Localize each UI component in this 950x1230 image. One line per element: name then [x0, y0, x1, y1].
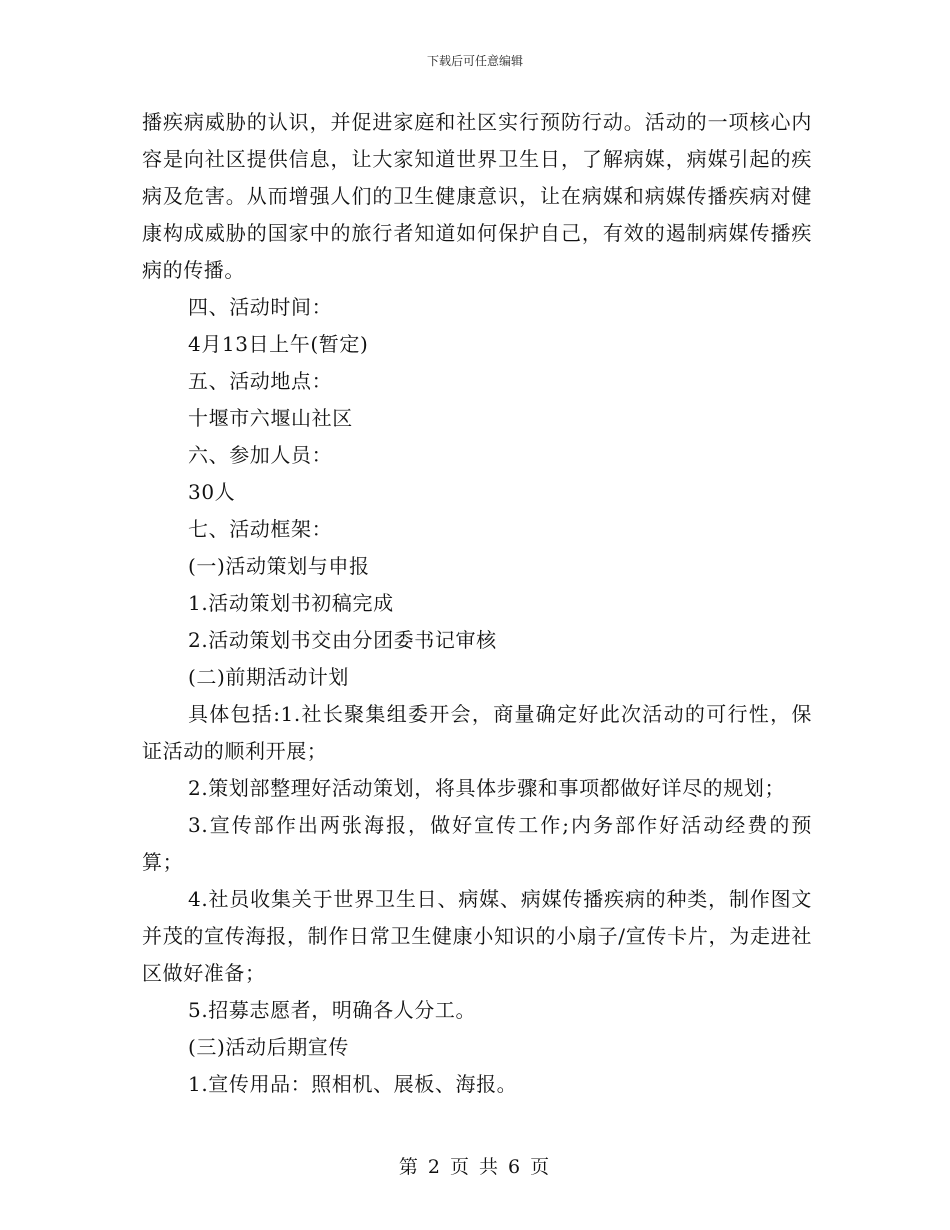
- heading-activity-time: 四、活动时间：: [188, 295, 333, 319]
- document-body: [142, 104, 812, 1103]
- subheading-later-publicity: (三)活动后期宣传: [188, 1035, 350, 1059]
- activity-location-value: 十堰市六堰山社区: [188, 406, 353, 430]
- list-item: 2.活动策划书交由分团委书记审核: [188, 628, 497, 652]
- heading-activity-location: 五、活动地点：: [188, 369, 333, 393]
- activity-time-value: 4月13日上午(暂定): [188, 332, 369, 356]
- heading-activity-framework: 七、活动框架：: [188, 517, 333, 541]
- list-item: 1.宣传用品：照相机、展板、海报。: [188, 1072, 518, 1096]
- list-item: 1.活动策划书初稿完成: [188, 591, 394, 615]
- heading-participants: 六、参加人员：: [188, 443, 333, 467]
- list-item: 具体包括:1.社长聚集组委开会，商量确定好此次活动的可行性，保证活动的顺利开展；: [142, 702, 812, 763]
- page-number: 第 2 页 共 6 页: [398, 1156, 552, 1178]
- list-item: 2.策划部整理好活动策划，将具体步骤和事项都做好详尽的规划；: [188, 776, 786, 800]
- list-item: 4.社员收集关于世界卫生日、病媒、病媒传播疾病的种类，制作图文并茂的宣传海报，制作日常卫生健康小知识的小扇子/宣传卡片，为走进社区做好准备；: [142, 887, 812, 985]
- subheading-early-plan: (二)前期活动计划: [188, 665, 350, 689]
- page-header: 下载后可任意编辑: [426, 54, 523, 68]
- subheading-planning-application: (一)活动策划与申报: [188, 554, 370, 578]
- list-item: 3.宣传部作出两张海报，做好宣传工作;内务部作好活动经费的预算；: [142, 813, 812, 874]
- participants-value: 30人: [188, 480, 236, 504]
- paragraph-intro-continued: 播疾病威胁的认识，并促进家庭和社区实行预防行动。活动的一项核心内容是向社区提供信息，让大家知道世界卫生日，了解病媒，病媒引起的疾病及危害。从而增强人们的卫生健康意识，让在病媒和病媒传播疾病对健康构成威胁的国家中的旅行者知道如何保护自己，有效的遏制病媒传播疾病的传播。: [142, 110, 812, 282]
- list-item: 5.招募志愿者，明确各人分工。: [188, 998, 477, 1022]
